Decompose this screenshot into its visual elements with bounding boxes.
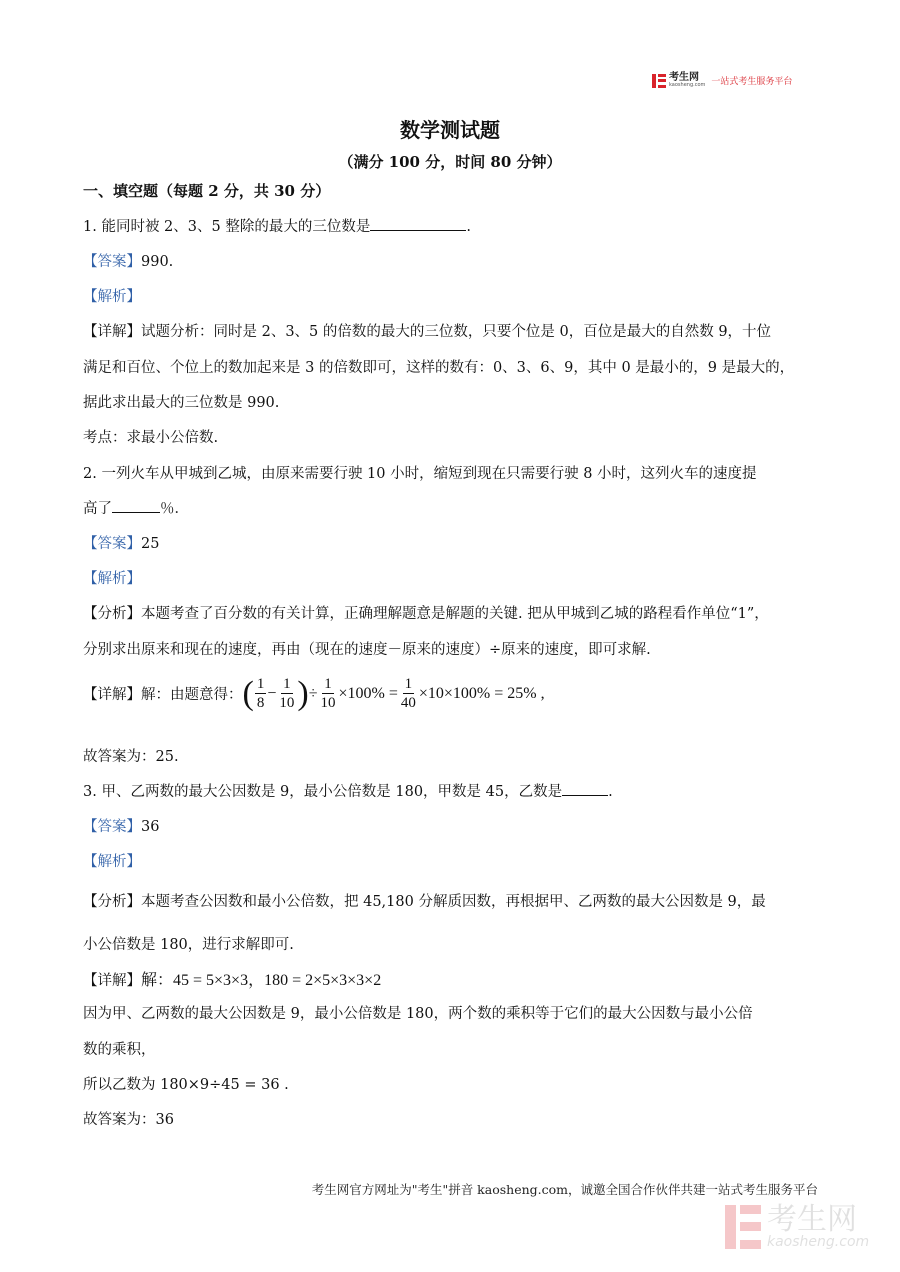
q3-blank	[562, 781, 608, 796]
detail-tag: 【详解】	[83, 324, 141, 340]
q1-detail-line3: 据此求出最大的三位数是 990.	[83, 395, 280, 411]
q2-fenxi-line2: 分别求出原来和现在的速度，再由（现在的速度－原来的速度）÷原来的速度，即可求解.	[83, 642, 651, 658]
detail-tag: 【详解】	[83, 687, 141, 703]
q2-question-pre: 高了	[83, 501, 112, 517]
page-subtitle: （满分 100 分，时间 80 分钟）	[338, 153, 562, 171]
fraction-1-10-b: $\frac{1}{10}$	[320, 676, 336, 711]
minus-sign: −	[267, 684, 277, 702]
q1-point: 考点：求最小公倍数.	[83, 430, 219, 446]
fenxi-tag: 【分析】	[83, 606, 141, 622]
logo-slogan: 一站式考生服务平台	[711, 77, 793, 87]
answer-tag: 【答案】	[83, 254, 141, 270]
fraction-1-40: $\frac{1}{40}$	[400, 676, 416, 711]
q3-question-end: .	[608, 784, 613, 800]
fraction-1-8: $\frac{1}{8}$	[256, 676, 265, 711]
q2-question-line1: 2. 一列火车从甲城到乙城，由原来需要行驶 10 小时，缩短到现在只需要行驶 8 小时，这列火车的速度提	[83, 466, 757, 482]
q2-fenxi-text1: 本题考查了百分数的有关计算，正确理解题意是解题的关键. 把从甲城到乙城的路程看作单位“1”，	[141, 606, 769, 622]
q1-detail-line1	[83, 320, 771, 341]
analysis-tag: 【解析】	[83, 289, 141, 305]
q1-analysis-tag	[83, 285, 141, 306]
q3-detail-line1	[83, 967, 381, 990]
expr-a: ×100% =	[338, 684, 398, 702]
q3-fenxi-line1	[83, 890, 766, 911]
q3-fenxi-line2: 小公倍数是 180，进行求解即可.	[83, 937, 294, 953]
q3-question	[83, 780, 613, 801]
q3-detail-text1: 解：45 = 5×3×3，180 = 2×5×3×3×2	[141, 972, 382, 989]
left-paren: (	[242, 674, 254, 712]
q2-formula	[243, 675, 545, 712]
divide-sign: ÷	[308, 684, 318, 702]
q1-question	[83, 215, 471, 236]
header-logo	[652, 73, 792, 88]
q1-detail-text1: 试题分析：同时是 2、3、5 的倍数的最大的三位数，只要个位是 0，百位是最大的自然数 9，十位	[141, 324, 772, 340]
fraction-1-10: $\frac{1}{10}$	[279, 676, 295, 711]
watermark-name: 考生网	[767, 1202, 857, 1237]
q2-question-line2	[83, 497, 189, 518]
q3-answer	[83, 815, 159, 836]
q1-question-text: 1. 能同时被 2、3、5 整除的最大的三位数是	[83, 219, 371, 235]
q2-question-post: ％．	[160, 501, 189, 517]
watermark	[725, 1202, 870, 1250]
q3-detail-line3: 数的乘积，	[83, 1042, 156, 1058]
section-heading: 一、填空题（每题 2 分，共 30 分）	[83, 182, 331, 200]
q2-detail-pre: 解：由题意得：	[141, 687, 243, 703]
q3-answer-value: 36	[141, 819, 160, 835]
q3-analysis-tag	[83, 850, 141, 871]
q1-answer-value: 990.	[141, 254, 174, 270]
q2-blank	[112, 498, 160, 513]
q2-conclusion: 故答案为：25.	[83, 749, 179, 765]
footer-text: 考生网官方网址为"考生"拼音 kaosheng.com，诚邀全国合作伙伴共建一站式考生服务平台	[311, 1182, 818, 1197]
analysis-tag: 【解析】	[83, 571, 141, 587]
q2-answer	[83, 532, 159, 553]
q1-blank	[370, 216, 466, 231]
q3-detail-line2: 因为甲、乙两数的最大公因数是 9，最小公倍数是 180，两个数的乘积等于它们的最大公因数与最小公倍	[83, 1006, 753, 1022]
q1-question-end: .	[466, 219, 471, 235]
q3-conclusion: 故答案为：36	[83, 1112, 174, 1128]
q3-fenxi-text1: 本题考查公因数和最小公倍数，把 45,180 分解质因数，再根据甲、乙两数的最大公因数是 9，最	[141, 894, 766, 910]
detail-tag: 【详解】	[83, 973, 141, 989]
logo-name: 考生网	[669, 72, 699, 83]
q2-detail-formula	[83, 675, 545, 712]
q1-detail-line2: 满足和百位、个位上的数加起来是 3 的倍数即可，这样的数有：0、3、6、9，其中 0 是最小的，9 是最大的，	[83, 360, 795, 376]
q3-detail-line4: 所以乙数为 180×9÷45 = 36 .	[83, 1077, 289, 1093]
expr-b: ×10×100% = 25% ,	[418, 684, 545, 702]
watermark-url: kaosheng.com	[767, 1234, 870, 1250]
q2-fenxi-line1	[83, 602, 769, 623]
q2-answer-value: 25	[141, 536, 160, 552]
answer-tag: 【答案】	[83, 536, 141, 552]
right-paren: )	[297, 674, 309, 712]
q3-question-text: 3. 甲、乙两数的最大公因数是 9，最小公倍数是 180，甲数是 45，乙数是	[83, 784, 563, 800]
page-title: 数学测试题	[400, 118, 500, 142]
analysis-tag: 【解析】	[83, 854, 141, 870]
answer-tag: 【答案】	[83, 819, 141, 835]
kaosheng-watermark-icon	[725, 1205, 761, 1249]
kaosheng-logo-icon	[652, 74, 666, 88]
logo-url: kaosheng.com	[669, 82, 706, 88]
fenxi-tag: 【分析】	[83, 894, 141, 910]
q2-analysis-tag	[83, 567, 141, 588]
q1-answer	[83, 250, 173, 271]
